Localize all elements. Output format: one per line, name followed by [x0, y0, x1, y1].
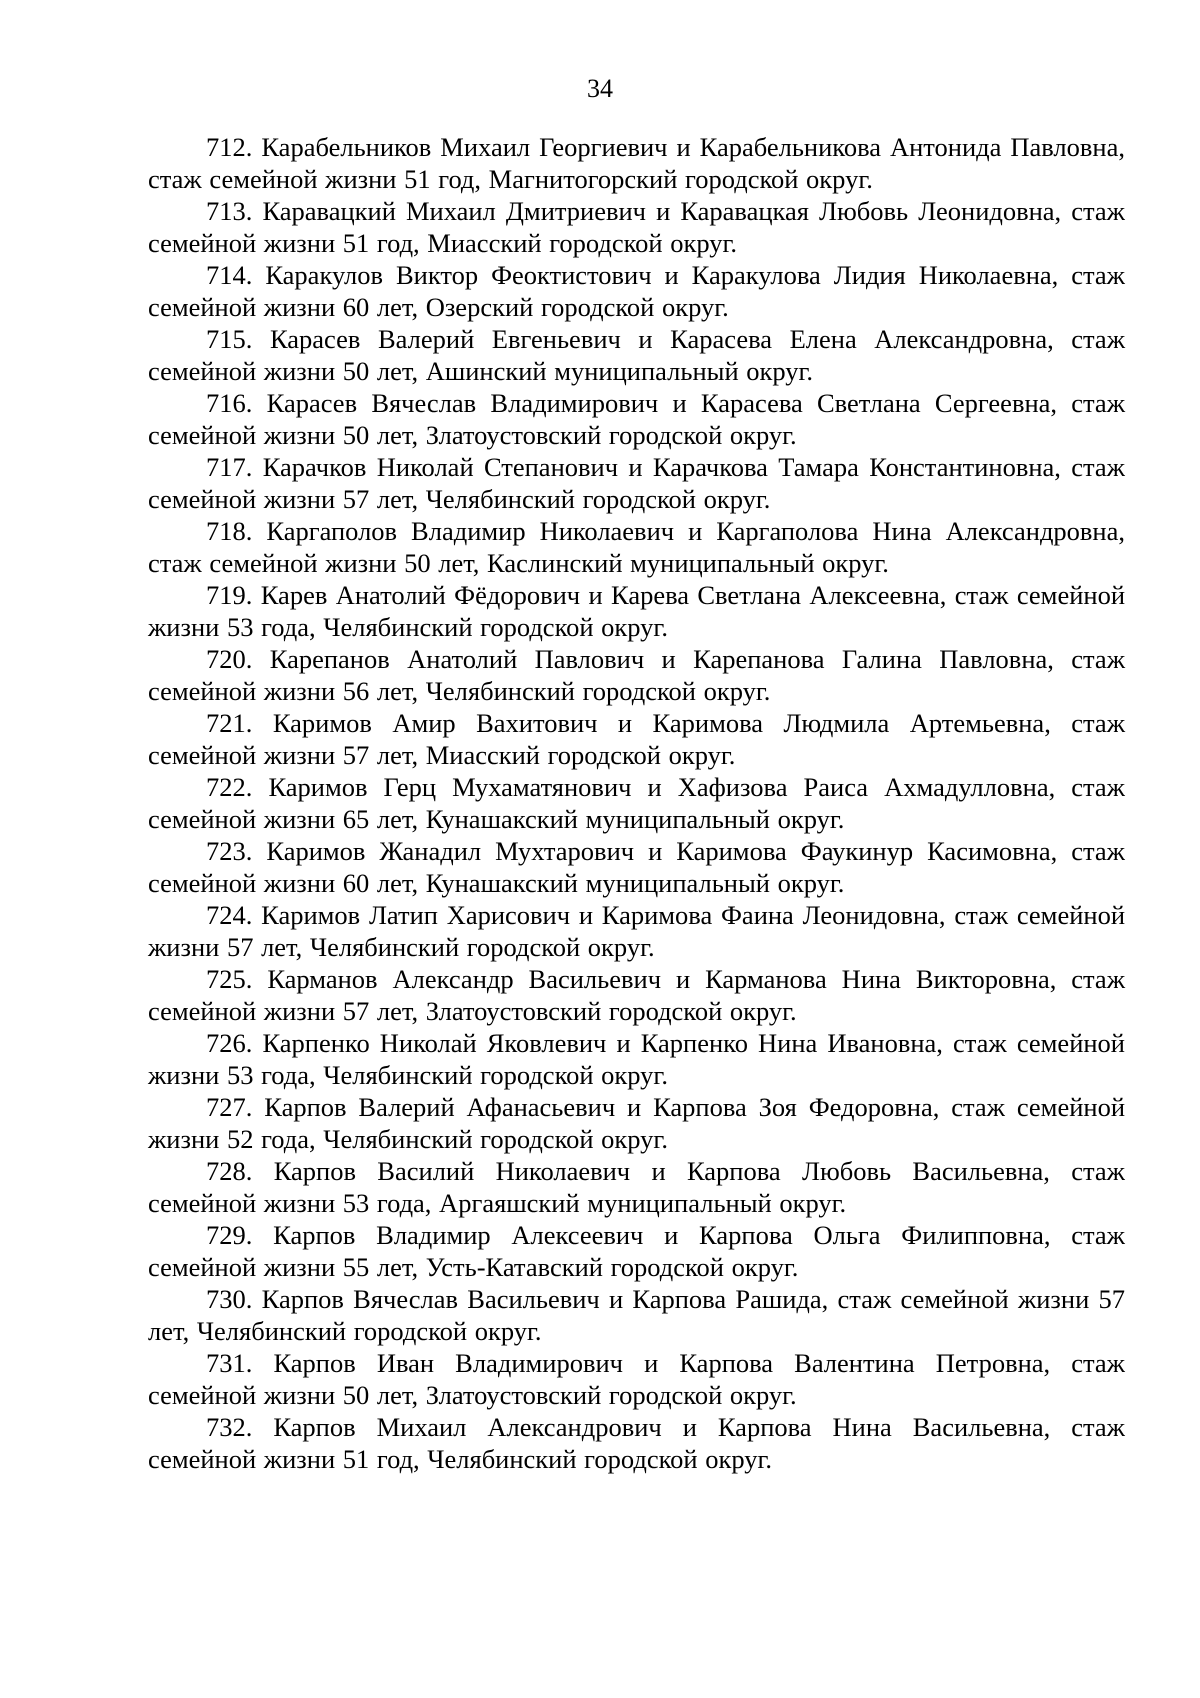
list-item-text: Каравацкий Михаил Дмитриевич и Каравацкая Любовь Леонидовна, стаж семейной жизни 51 год, Миасский городской округ. [148, 196, 1125, 258]
page-number: 34 [587, 74, 613, 103]
list-item [148, 1347, 1125, 1411]
list-item [148, 1411, 1125, 1475]
list-item-number: 722. [206, 772, 253, 802]
list-item-text: Каримов Амир Вахитович и Каримова Людмила Артемьевна, стаж семейной жизни 57 лет, Миасский городской округ. [148, 708, 1126, 770]
list-item-number: 715. [206, 324, 253, 354]
list-item-text: Каракулов Виктор Феоктистович и Каракулова Лидия Николаевна, стаж семейной жизни 60 лет, Озерский городской округ. [148, 260, 1125, 322]
list-item-text: Карасев Вячеслав Владимирович и Карасева Светлана Сергеевна, стаж семейной жизни 50 лет, Златоустовский городской округ. [148, 388, 1125, 450]
list-item-number: 728. [206, 1156, 253, 1186]
list-item [148, 835, 1125, 899]
list-item [148, 515, 1125, 579]
list-item-text: Карпов Иван Владимирович и Карпова Валентина Петровна, стаж семейной жизни 50 лет, Златоустовский городской округ. [148, 1348, 1125, 1410]
list-item-number: 713. [206, 196, 253, 226]
list-item [148, 259, 1125, 323]
list-item-text: Карабельников Михаил Георгиевич и Карабельникова Антонида Павловна, стаж семейной жизни 51 год, Магнитогорский городской округ. [148, 132, 1125, 194]
list-item [148, 579, 1125, 643]
list-item-number: 731. [206, 1348, 253, 1378]
list-item [148, 131, 1125, 195]
list-item [148, 1027, 1125, 1091]
list-item-number: 720. [206, 644, 253, 674]
list-item [148, 899, 1125, 963]
list-item-number: 727. [206, 1092, 253, 1122]
list-item-text: Каримов Герц Мухаматянович и Хафизова Раиса Ахмадулловна, стаж семейной жизни 65 лет, Кунашакский муниципальный округ. [148, 772, 1125, 834]
list-item-text: Каримов Латип Харисович и Каримова Фаина Леонидовна, стаж семейной жизни 57 лет, Челябинский городской округ. [148, 900, 1125, 962]
list-item-number: 723. [206, 836, 253, 866]
list-item-number: 714. [206, 260, 253, 290]
list-item [148, 387, 1125, 451]
list-item [148, 451, 1125, 515]
list-item [148, 323, 1125, 387]
list-item-number: 726. [206, 1028, 253, 1058]
list-item-text: Каргаполов Владимир Николаевич и Каргаполова Нина Александровна, стаж семейной жизни 50 лет, Каслинский муниципальный округ. [148, 516, 1126, 578]
list-item-text: Карасев Валерий Евгеньевич и Карасева Елена Александровна, стаж семейной жизни 50 лет, Ашинский муниципальный округ. [148, 324, 1126, 386]
list-item-text: Карпенко Николай Яковлевич и Карпенко Нина Ивановна, стаж семейной жизни 53 года, Челябинский городской округ. [148, 1028, 1125, 1090]
list-item-text: Карев Анатолий Фёдорович и Карева Светлана Алексеевна, стаж семейной жизни 53 года, Челябинский городской округ. [148, 580, 1125, 642]
list-item-number: 717. [206, 452, 253, 482]
list-item-number: 718. [206, 516, 253, 546]
list-item-text: Карпов Михаил Александрович и Карпова Нина Васильевна, стаж семейной жизни 51 год, Челябинский городской округ. [148, 1412, 1125, 1474]
list-item-text: Каримов Жанадил Мухтарович и Каримова Фаукинур Касимовна, стаж семейной жизни 60 лет, Кунашакский муниципальный округ. [148, 836, 1125, 898]
list-item [148, 963, 1125, 1027]
list-item-number: 729. [206, 1220, 253, 1250]
list-item-text: Карпов Вячеслав Васильевич и Карпова Рашида, стаж семейной жизни 57 лет, Челябинский городской округ. [148, 1284, 1126, 1346]
list-item [148, 707, 1125, 771]
list-item [148, 1091, 1125, 1155]
entry-list [148, 131, 1125, 1475]
list-item-number: 724. [206, 900, 253, 930]
list-item [148, 1283, 1125, 1347]
list-item-number: 721. [206, 708, 253, 738]
list-item-number: 730. [206, 1284, 253, 1314]
list-item-number: 719. [206, 580, 253, 610]
list-item-number: 725. [206, 964, 253, 994]
list-item [148, 195, 1125, 259]
list-item-text: Карепанов Анатолий Павлович и Карепанова Галина Павловна, стаж семейной жизни 56 лет, Челябинский городской округ. [148, 644, 1126, 706]
list-item-text: Карачков Николай Степанович и Карачкова Тамара Константиновна, стаж семейной жизни 57 лет, Челябинский городской округ. [148, 452, 1125, 514]
list-item-text: Карпов Валерий Афанасьевич и Карпова Зоя Федоровна, стаж семейной жизни 52 года, Челябинский городской округ. [148, 1092, 1126, 1154]
list-item [148, 643, 1125, 707]
list-item [148, 1219, 1125, 1283]
list-item-text: Карпов Василий Николаевич и Карпова Любовь Васильевна, стаж семейной жизни 53 года, Аргаяшский муниципальный округ. [148, 1156, 1125, 1218]
list-item-number: 732. [206, 1412, 253, 1442]
list-item [148, 771, 1125, 835]
list-item [148, 1155, 1125, 1219]
list-item-text: Карпов Владимир Алексеевич и Карпова Ольга Филипповна, стаж семейной жизни 55 лет, Усть-Катавский городской округ. [148, 1220, 1125, 1282]
list-item-number: 716. [206, 388, 253, 418]
list-item-text: Карманов Александр Васильевич и Карманова Нина Викторовна, стаж семейной жизни 57 лет, Златоустовский городской округ. [148, 964, 1126, 1026]
list-item-number: 712. [206, 132, 253, 162]
